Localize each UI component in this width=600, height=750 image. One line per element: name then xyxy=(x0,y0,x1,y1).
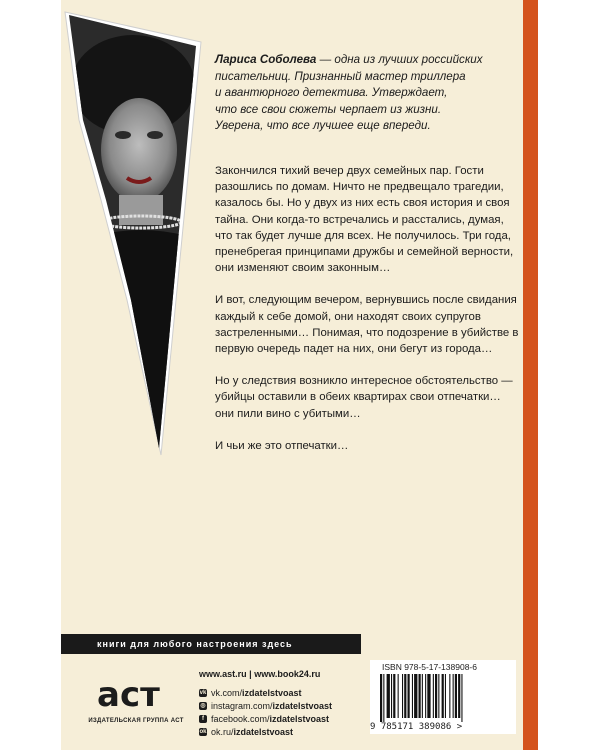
tagline-band: книги для любого настроения здесь xyxy=(61,634,361,654)
barcode-bar xyxy=(387,674,390,718)
barcode-block xyxy=(370,660,516,734)
barcode-bar xyxy=(402,674,403,718)
intro-line-2: писательниц. Признанный мастер триллера xyxy=(215,69,466,83)
barcode-bar xyxy=(442,674,444,718)
barcode-bar xyxy=(422,674,423,718)
instagram-icon: ◎ xyxy=(200,702,206,709)
barcode-bar xyxy=(383,674,384,722)
barcode-bar xyxy=(449,674,450,718)
barcode-bar xyxy=(414,674,417,718)
barcode-bar xyxy=(412,674,413,718)
back-cover xyxy=(61,0,523,750)
publisher-name: ИЗДАТЕЛЬСКАЯ ГРУППА АСТ xyxy=(88,718,184,724)
barcode-bar xyxy=(461,674,462,722)
barcode-bar xyxy=(391,674,392,718)
logo-text: аст xyxy=(97,675,160,715)
website-links: www.ast.ru | www.book24.ru xyxy=(199,669,321,679)
author-name: Лариса Соболева xyxy=(215,53,317,66)
barcode-bar xyxy=(393,674,395,718)
barcode-bar xyxy=(458,674,460,718)
barcode-bar xyxy=(425,674,426,718)
facebook-icon: f xyxy=(199,715,207,723)
intro-line-3: и авантюрного детектива. Утверждает, xyxy=(215,86,448,100)
blurb-paragraph-2: И вот, следующим вечером, вернувшись после свидания каждый к себе домой, они находят своих супругов застреленными… Понимая, что подозрение в убийстве в первую очередь падет на них, они бегут из города… xyxy=(215,294,519,356)
isbn-label: ISBN 978-5-17-138908-6 xyxy=(382,662,477,672)
blurb-paragraph-4: И чьи же это отпечатки… xyxy=(215,439,349,452)
intro-line-5: Уверена, что все лучшее еще впереди. xyxy=(215,119,431,133)
author-intro xyxy=(215,52,515,135)
barcode-bar xyxy=(435,674,437,718)
barcode-bar xyxy=(438,674,439,718)
barcode-icon xyxy=(380,674,506,722)
intro-line-4: что все свои сюжеты черпает из жизни. xyxy=(215,102,442,116)
ast-logo xyxy=(95,666,177,716)
barcode-bar xyxy=(445,674,446,718)
barcode-bar xyxy=(398,674,399,718)
social-ok: ok ok.ru/ izdatelstvoast xyxy=(199,726,294,737)
vk-icon: vk xyxy=(199,689,207,696)
ok-icon: ok xyxy=(199,728,207,735)
barcode-bar xyxy=(427,674,430,718)
blurb xyxy=(215,163,520,470)
social-links xyxy=(199,686,379,738)
barcode-bar xyxy=(408,674,410,718)
barcode-bar xyxy=(433,674,434,718)
barcode-number: 9 785171 389086 > xyxy=(370,722,463,732)
social-instagram: ◎ instagram.com/ izdatelstvoast xyxy=(200,700,333,711)
spine-edge xyxy=(523,0,538,750)
social-facebook: f facebook.com/ izdatelstvoast xyxy=(199,712,379,725)
barcode-bar xyxy=(455,674,457,718)
barcode-bar xyxy=(419,674,421,718)
blurb-paragraph-1: Закончился тихий вечер двух семейных пар. Гости разошлись по домам. Ничто не предвещало трагедии, казалось бы. Но у двух из них есть своя история и своя тайна. Они когда-то встречались и расстались, думая, что так будет лучше для всех. Не получилось. Три года, пренебрегая принципами дружбы и семейной верности, они изменяют своим законным… xyxy=(215,165,514,275)
barcode-bar xyxy=(453,674,454,718)
social-vk: vk vk.com/ izdatelstvoast xyxy=(199,687,302,698)
blurb-paragraph-3: Но у следствия возникло интересное обстоятельство — убийцы оставили в обеих квартирах свои отпечатки… они пили вино с убитыми… xyxy=(215,375,513,420)
intro-line-1: — одна из лучших российских xyxy=(316,53,483,66)
barcode-bar xyxy=(380,674,382,722)
barcode-bar xyxy=(404,674,406,718)
